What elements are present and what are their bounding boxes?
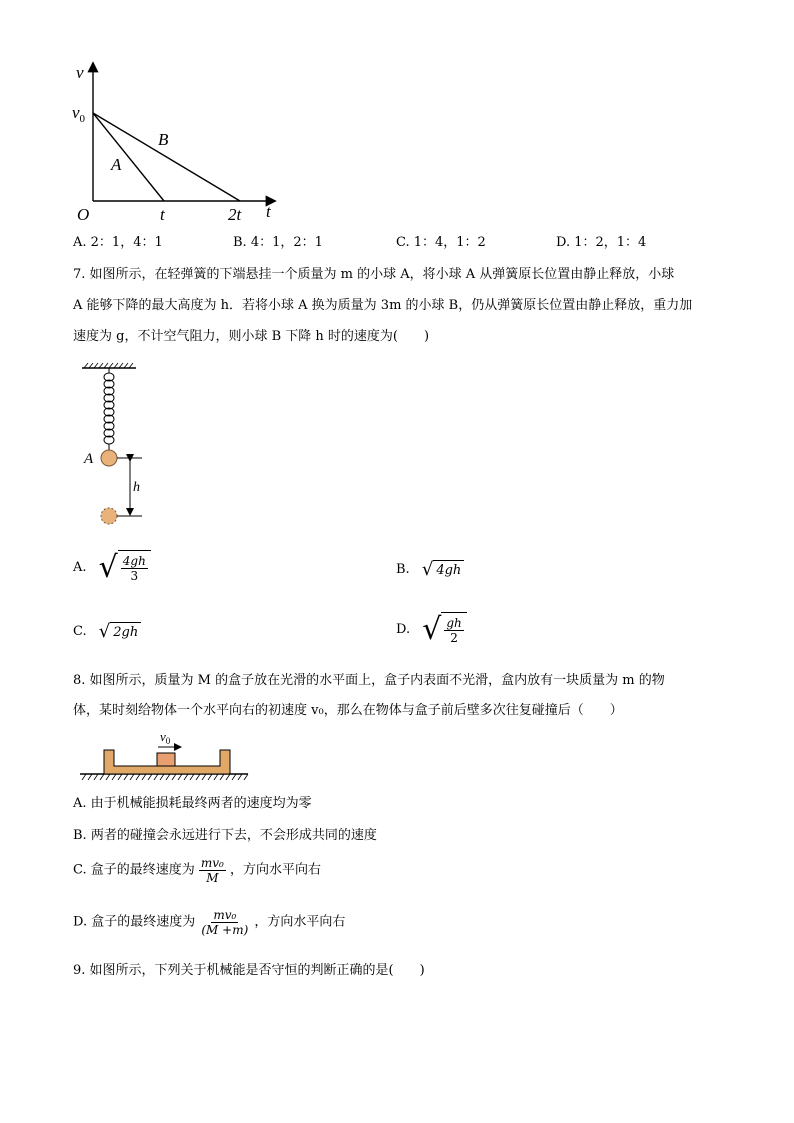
q6-option-c: C. 1：4，1：2 xyxy=(396,235,486,250)
q7-option-a-num: 4gh xyxy=(122,554,146,568)
q7-line-3: 速度为 g，不计空气阻力，则小球 B 下降 h 时的速度为( ) xyxy=(73,329,430,344)
q9-line-1: 9. 如图所示，下列关于机械能是否守恒的判断正确的是( ) xyxy=(73,963,425,978)
q8-option-d-den: (M +m) xyxy=(201,923,249,937)
q8-option-d-prefix: D. 盒子的最终速度为 xyxy=(73,914,196,930)
q7-option-d-den: 2 xyxy=(450,631,458,645)
q7-option-a: A. √ $\frac{4gh}{3}$ xyxy=(73,550,151,586)
t-axis-label: t xyxy=(266,202,271,221)
q7-option-d-label: D. xyxy=(396,622,411,637)
q7-option-d-num: gh xyxy=(446,616,462,630)
q8-option-a: A. 由于机械能损耗最终两者的速度均为零 xyxy=(73,796,312,811)
tick-2t: 2t xyxy=(228,205,242,224)
q8-line-2: 体，某时刻给物体一个水平向右的初速度 v₀，那么在物体与盒子前后壁多次往复碰撞后（ ） xyxy=(73,703,623,718)
spring-figure xyxy=(76,362,156,532)
q8-option-d-suffix: ，方向水平向右 xyxy=(254,914,346,930)
ceiling-hatch xyxy=(84,363,133,368)
vt-graph xyxy=(70,58,290,228)
q6-option-b: B. 4：1，2：1 xyxy=(233,235,323,250)
origin-label: O xyxy=(77,205,90,224)
ball-lowered xyxy=(101,508,117,524)
tick-t: t xyxy=(160,205,165,224)
q8-option-c xyxy=(73,856,321,885)
q7-option-c: C. √ 2gh xyxy=(73,622,141,642)
q7-option-c-expr: 2gh xyxy=(110,622,141,642)
label-B: B xyxy=(158,130,169,149)
v-axis-label: v xyxy=(76,63,84,82)
fig-label-h: h xyxy=(133,480,140,495)
fig-label-A: A xyxy=(84,451,94,467)
q6-option-d: D. 1：2，1：4 xyxy=(556,235,647,250)
q8-option-b: B. 两者的碰撞会永远进行下去，不会形成共同的速度 xyxy=(73,828,377,843)
q8-line-1: 8. 如图所示，质量为 M 的盒子放在光滑的水平面上，盒子内表面不光滑，盒内放有一块质量为 m 的物 xyxy=(73,673,665,688)
q8-option-c-num: mv₀ xyxy=(200,856,224,870)
v0-label: $v_0$ xyxy=(72,103,86,125)
q7-option-d: D. √ $\frac{gh}{2}$ xyxy=(396,612,467,648)
spring xyxy=(104,368,114,450)
q6-option-a: A. 2：1，4：1 xyxy=(73,235,163,250)
q7-line-2: A 能够下降的最大高度为 h．若将小球 A 换为质量为 3m 的小球 B，仍从弹簧原长位置由静止释放，重力加 xyxy=(73,298,693,313)
q7-option-a-den: 3 xyxy=(130,569,139,583)
floor-hatch xyxy=(82,774,248,780)
q8-option-c-prefix: C. 盒子的最终速度为 xyxy=(73,862,195,878)
label-A: A xyxy=(111,155,122,174)
q8-option-d xyxy=(73,908,345,937)
box-figure xyxy=(76,726,252,786)
q7-option-b-label: B. xyxy=(396,562,410,577)
q8-option-c-den: M xyxy=(206,871,219,885)
block xyxy=(157,753,175,766)
q7-option-a-label: A. xyxy=(73,560,87,575)
line-A xyxy=(93,113,164,201)
fig-v0-label: $v_0$ xyxy=(160,729,171,746)
q7-option-b-expr: 4gh xyxy=(433,560,464,580)
q7-line-1: 7. 如图所示，在轻弹簧的下端悬挂一个质量为 m 的小球 A，将小球 A 从弹簧原长位置由静止释放，小球 xyxy=(73,267,675,282)
ball-a xyxy=(101,450,117,466)
q8-option-c-suffix: ，方向水平向右 xyxy=(230,862,322,878)
q7-option-c-label: C. xyxy=(73,624,87,639)
q7-option-b: B. √ 4gh xyxy=(396,560,464,580)
q8-option-d-num: mv₀ xyxy=(213,908,237,922)
